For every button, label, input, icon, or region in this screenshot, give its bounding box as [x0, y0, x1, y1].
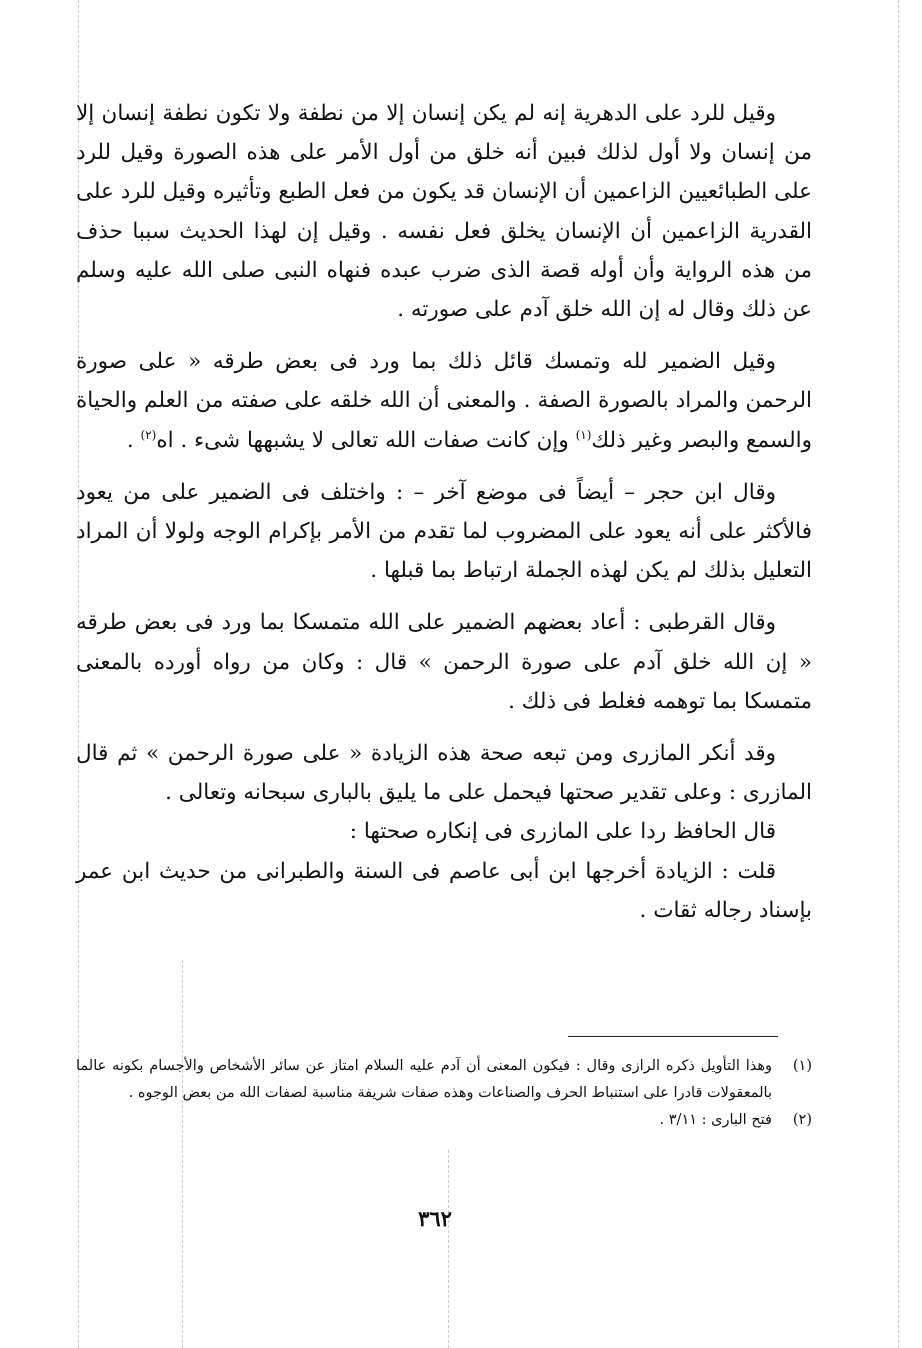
scan-artifact-line — [898, 0, 899, 1348]
footnote-text: فتح البارى : ٣/١١ . — [659, 1112, 772, 1128]
paragraph-text: وقيل الضمير لله وتمسك قائل ذلك بما ورد فى بعض طرقه « على صورة الرحمن والمراد بالصورة الصفة . والمعنى أن الله خلقه على صفته من العلم والحياة والسمع والبصر وغير ذلك — [76, 349, 812, 453]
paragraph-text: وإن كانت صفات الله تعالى لا يشبهها شىء . اه — [156, 427, 569, 453]
paragraph-text: . — [126, 427, 141, 453]
paragraph: وقال ابن حجر – أيضاً فى موضع آخر – : واختلف فى الضمير على من يعود فالأكثر على أنه يعود على المضروب لما تقدم من الأمر بإكرام الوجه ولولا أن المراد التعليل بذلك لم يكن لهذه الجملة ارتباط بما قبلها . — [76, 479, 812, 584]
footnote-ref: (١) — [575, 427, 592, 442]
footnote-ref: (٢) — [140, 427, 157, 442]
main-text — [76, 94, 812, 930]
footnotes — [76, 1053, 812, 1134]
scan-artifact-line — [182, 960, 183, 1348]
footnote — [76, 1107, 812, 1134]
paragraph: وقد أنكر المازرى ومن تبعه صحة هذه الزيادة « على صورة الرحمن » ثم قال المازرى : وعلى تقدير صحتها فيحمل على ما يليق بالبارى سبحانه وتعالى . — [76, 741, 812, 806]
footnote-separator — [568, 1036, 778, 1037]
paragraph: وقال القرطبى : أعاد بعضهم الضمير على الله متمسكا بما ورد فى بعض طرقه « إن الله خلق آدم على صورة الرحمن » قال : وكان من رواه أورده بالمعنى متمسكا بما توهمه فغلط فى ذلك . — [76, 610, 812, 714]
footnote-number: (١) — [792, 1058, 812, 1074]
paragraph — [76, 342, 812, 460]
paragraph: قلت : الزيادة أخرجها ابن أبى عاصم فى السنة والطبرانى من حديث ابن عمر بإسناد رجاله ثقات . — [76, 858, 812, 923]
footnote — [76, 1053, 812, 1107]
page-number: ٣٦٢ — [418, 1206, 452, 1231]
footnote-text: وهذا التأويل ذكره الرازى وقال : فيكون المعنى أن آدم عليه السلام امتاز عن سائر الأشخاص والأجسام بكونه عالما بالمعقولات قادرا على استنباط الحرف والصناعات وهذه صفات شريفة مناسبة لصفات الله من بعض الوجوه . — [76, 1058, 772, 1101]
paragraph: قال الحافظ ردا على المازرى فى إنكاره صحتها : — [349, 819, 776, 845]
footnote-number: (٢) — [792, 1112, 812, 1128]
scan-artifact-line — [448, 1150, 449, 1348]
paragraph: وقيل للرد على الدهرية إنه لم يكن إنسان إلا من نطفة ولا تكون نطفة إنسان إلا من إنسان ولا أول لذلك فبين أنه خلق من أول الأمر على هذه الصورة وقيل للرد على الطبائعيين الزاعمين أن الإنسان قد يكون من فعل الطبع وتأثيره وقيل للرد على القدرية الزاعمين أن الإنسان يخلق فعل نفسه . وقيل إن لهذا الحديث سببا حذف من هذه الرواية وأن أوله قصة الذى ضرب عبده فنهاه النبى صلى الله عليه وسلم عن ذلك وقال له إن الله خلق آدم على صورته . — [76, 101, 812, 323]
